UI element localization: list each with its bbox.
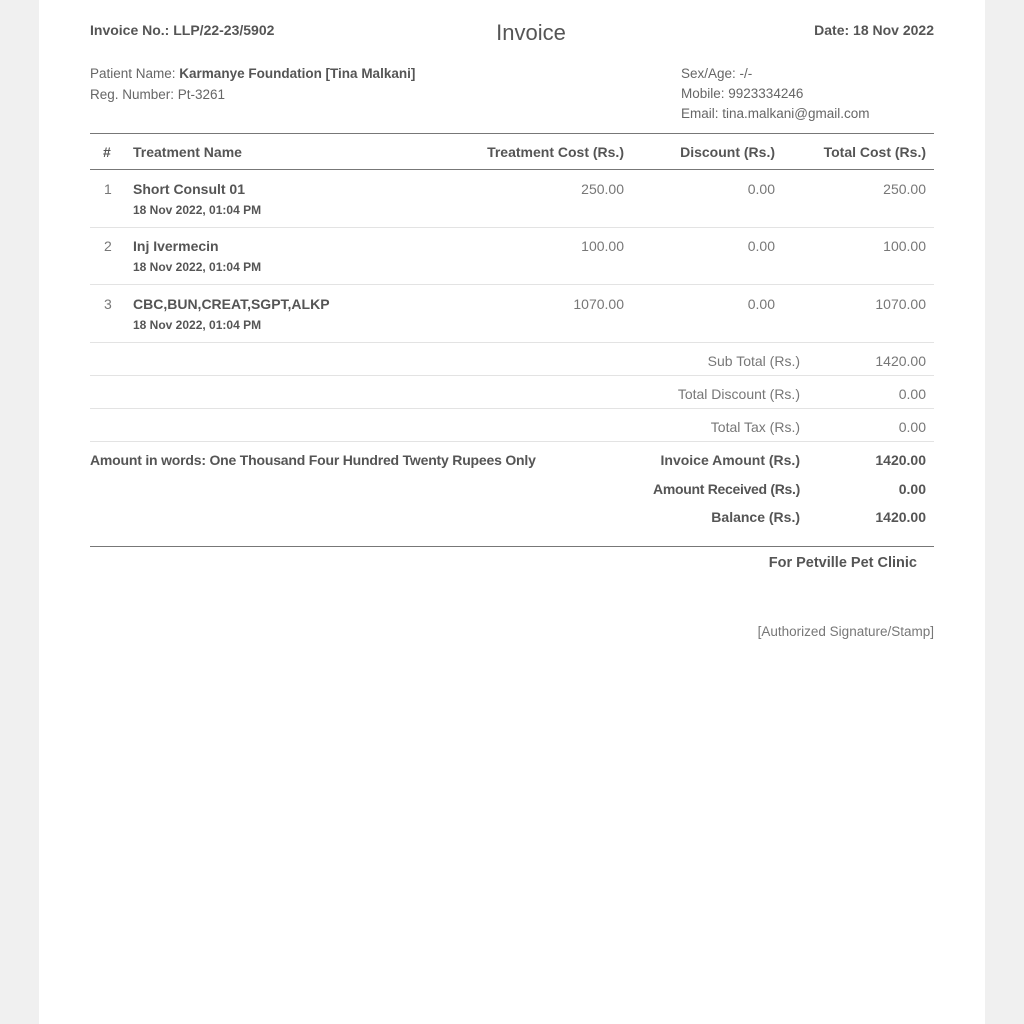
row-divider [90,284,934,285]
treatment-cost: 250.00 [581,181,624,197]
treatment-name: Inj Ivermecin [133,238,219,254]
sex-age: Sex/Age: -/- [681,66,753,81]
footer-divider [90,546,934,547]
row-divider [90,342,934,343]
amount-in-words: Amount in words: One Thousand Four Hundred Twenty Rupees Only [90,452,536,468]
treatment-date: 18 Nov 2022, 01:04 PM [133,318,262,332]
patient-name [90,66,415,81]
total-tax-label: Total Tax (Rs.) [710,419,800,435]
summary-divider [90,408,934,409]
page-title: Invoice [496,20,566,45]
patient-name-label: Patient Name: [90,66,180,81]
row-divider [90,227,934,228]
patient-name-value: Karmanye Foundation [Tina Malkani] [179,66,416,81]
treatment-discount: 0.00 [747,238,775,254]
treatment-date: 18 Nov 2022, 01:04 PM [133,260,262,274]
treatment-cost: 1070.00 [573,296,624,312]
signature-placeholder: [Authorized Signature/Stamp] [757,624,934,639]
amount-received-label: Amount Received (Rs.) [653,481,800,497]
mobile-number: Mobile: 9923334246 [681,86,804,101]
column-header-total-cost: Total Cost (Rs.) [823,144,926,160]
row-number: 3 [104,296,112,312]
treatment-total: 100.00 [883,238,926,254]
treatment-discount: 0.00 [747,296,775,312]
treatment-date: 18 Nov 2022, 01:04 PM [133,203,262,217]
treatment-cost: 100.00 [581,238,624,254]
summary-divider [90,441,934,442]
treatment-total: 250.00 [883,181,926,197]
amount-received-value: 0.00 [898,481,926,497]
registration-number: Reg. Number: Pt-3261 [90,87,226,102]
treatment-name: Short Consult 01 [133,181,246,197]
email-address: Email: tina.malkani@gmail.com [681,106,870,121]
table-top-divider [90,133,934,134]
treatment-name: CBC,BUN,CREAT,SGPT,ALKP [133,296,330,312]
balance-value: 1420.00 [875,509,926,525]
treatment-discount: 0.00 [747,181,775,197]
column-header-treatment-name: Treatment Name [133,144,242,160]
row-number: 2 [104,238,112,254]
clinic-name: For Petville Pet Clinic [768,555,917,571]
column-header-treatment-cost: Treatment Cost (Rs.) [487,144,624,160]
treatment-total: 1070.00 [875,296,926,312]
invoice-page [39,0,985,1024]
invoice-amount-label: Invoice Amount (Rs.) [660,452,800,468]
column-header-number: # [103,144,111,160]
column-header-discount: Discount (Rs.) [680,144,775,160]
row-number: 1 [104,181,112,197]
total-tax-value: 0.00 [898,419,926,435]
balance-label: Balance (Rs.) [711,509,800,525]
sub-total-value: 1420.00 [875,353,926,369]
summary-divider [90,375,934,376]
total-discount-label: Total Discount (Rs.) [677,386,800,402]
table-header-divider [90,169,934,170]
total-discount-value: 0.00 [898,386,926,402]
invoice-amount-value: 1420.00 [875,452,926,468]
invoice-date: Date: 18 Nov 2022 [814,22,934,38]
sub-total-label: Sub Total (Rs.) [707,353,800,369]
invoice-number: Invoice No.: LLP/22-23/5902 [90,22,275,38]
